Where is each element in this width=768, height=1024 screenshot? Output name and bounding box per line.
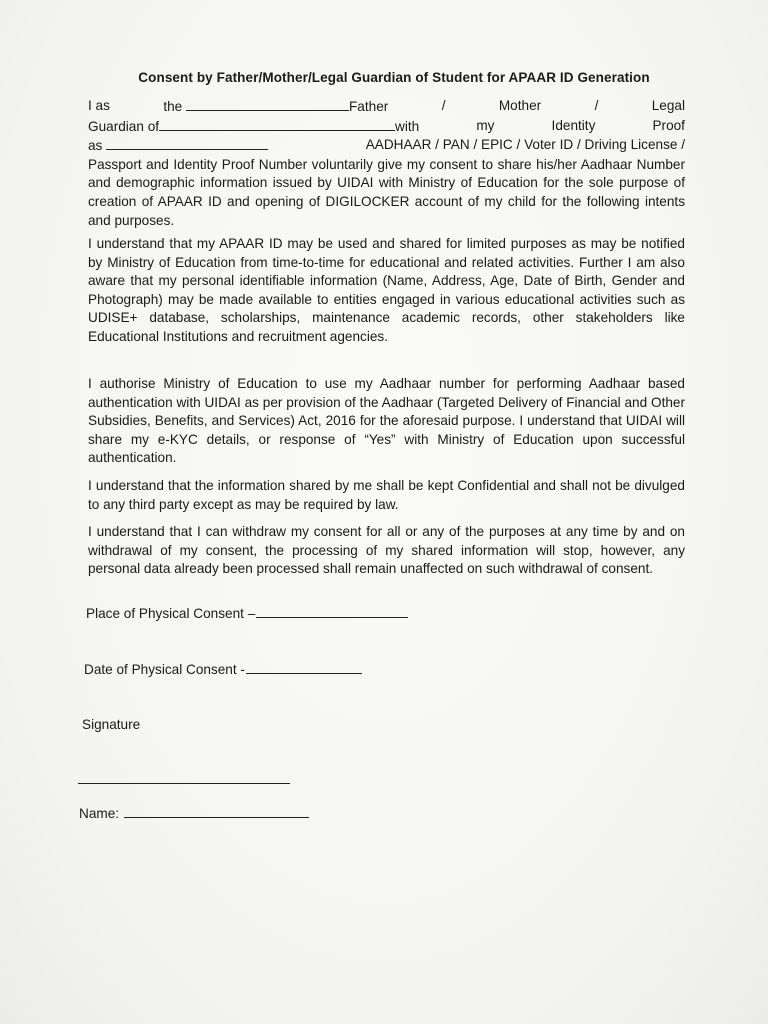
blank-id-number[interactable] [106,136,268,150]
para1-line-3 [88,136,685,156]
para1-line-1 [88,97,685,117]
word-identity: Identity [551,117,596,133]
signature-line[interactable] [78,783,290,784]
para1-line-2 [88,117,685,137]
word-i-as: I as [88,98,110,113]
consent-paragraph-5: I understand that I can withdraw my consent for all or any of the purposes at any time by and on withdrawal of my consent, the processing of my shared information will stop, however, any personal data already been processed shall remain unaffected on such withdrawal of consent. [88,524,685,577]
id-types-list: AADHAAR / PAN / EPIC / Voter ID / Driving License / [365,137,685,153]
word-the: the [163,99,183,114]
id-number-line [88,136,268,156]
word-father: Father [349,99,389,114]
word-my: my [476,117,495,133]
place-input-line[interactable] [256,604,408,618]
place-of-consent-field [86,604,408,621]
word-with: with [395,118,420,134]
date-label: Date of Physical Consent - [84,662,245,677]
word-mother: Mother [498,98,542,113]
slash-2: / [594,98,599,113]
word-as: as [88,138,103,154]
name-label: Name: [79,806,120,821]
consent-paragraph-4: I understand that the information shared by me shall be kept Confidential and shall not be divulged to any third party except as may be required by law. [88,478,685,512]
word-proof: Proof [652,117,685,133]
date-of-consent-field [84,660,362,677]
signature-label: Signature [82,717,141,732]
date-input-line[interactable] [246,660,362,674]
para1-rest: Passport and Identity Proof Number voluntarily give my consent to share his/her Aadhaar Number and demographic information issued by UIDAI with Ministry of Education for the sole purpose of creation of APAAR ID and opening of DIGILOCKER account of my child for the following intents and purposes. [88,156,685,228]
name-input-line[interactable] [124,804,309,818]
word-legal: Legal [651,98,685,113]
consent-paragraph-3: I authorise Ministry of Education to use my Aadhaar number for performing Aadhaar based authentication with UIDAI as per provision of the Aadhaar (Targeted Delivery of Financial and Other Subsidies, Benefits, and Services) Act, 2016 for the aforesaid purpose. I understand that UIDAI will share my e-KYC details, or response of “Yes” with Ministry of Education upon successful authentication. [88,376,685,466]
guardian-name-line [163,97,388,117]
slash-1: / [441,98,446,113]
student-name-line [88,117,419,137]
word-guardian-of: Guardian of [88,118,160,134]
blank-student-name[interactable] [159,117,395,131]
consent-paragraph-1 [88,97,685,230]
document-title: Consent by Father/Mother/Legal Guardian of Student for APAAR ID Generation [138,70,650,85]
name-field [79,804,309,821]
place-label: Place of Physical Consent – [86,606,256,621]
consent-paragraph-2: I understand that my APAAR ID may be used and shared for limited purposes as may be notified by Ministry of Education from time-to-time for educational and related activities. Further I am also aware that my personal identifiable information (Name, Address, Age, Date of Birth, Gender and Photograph) may be made available to entities engaged in various educational activities such as UDISE+ database, scholarships, maintenance academic records, other stakeholders like Educational Institutions and recruitment agencies. [88,236,685,344]
blank-guardian-name[interactable] [186,97,349,111]
